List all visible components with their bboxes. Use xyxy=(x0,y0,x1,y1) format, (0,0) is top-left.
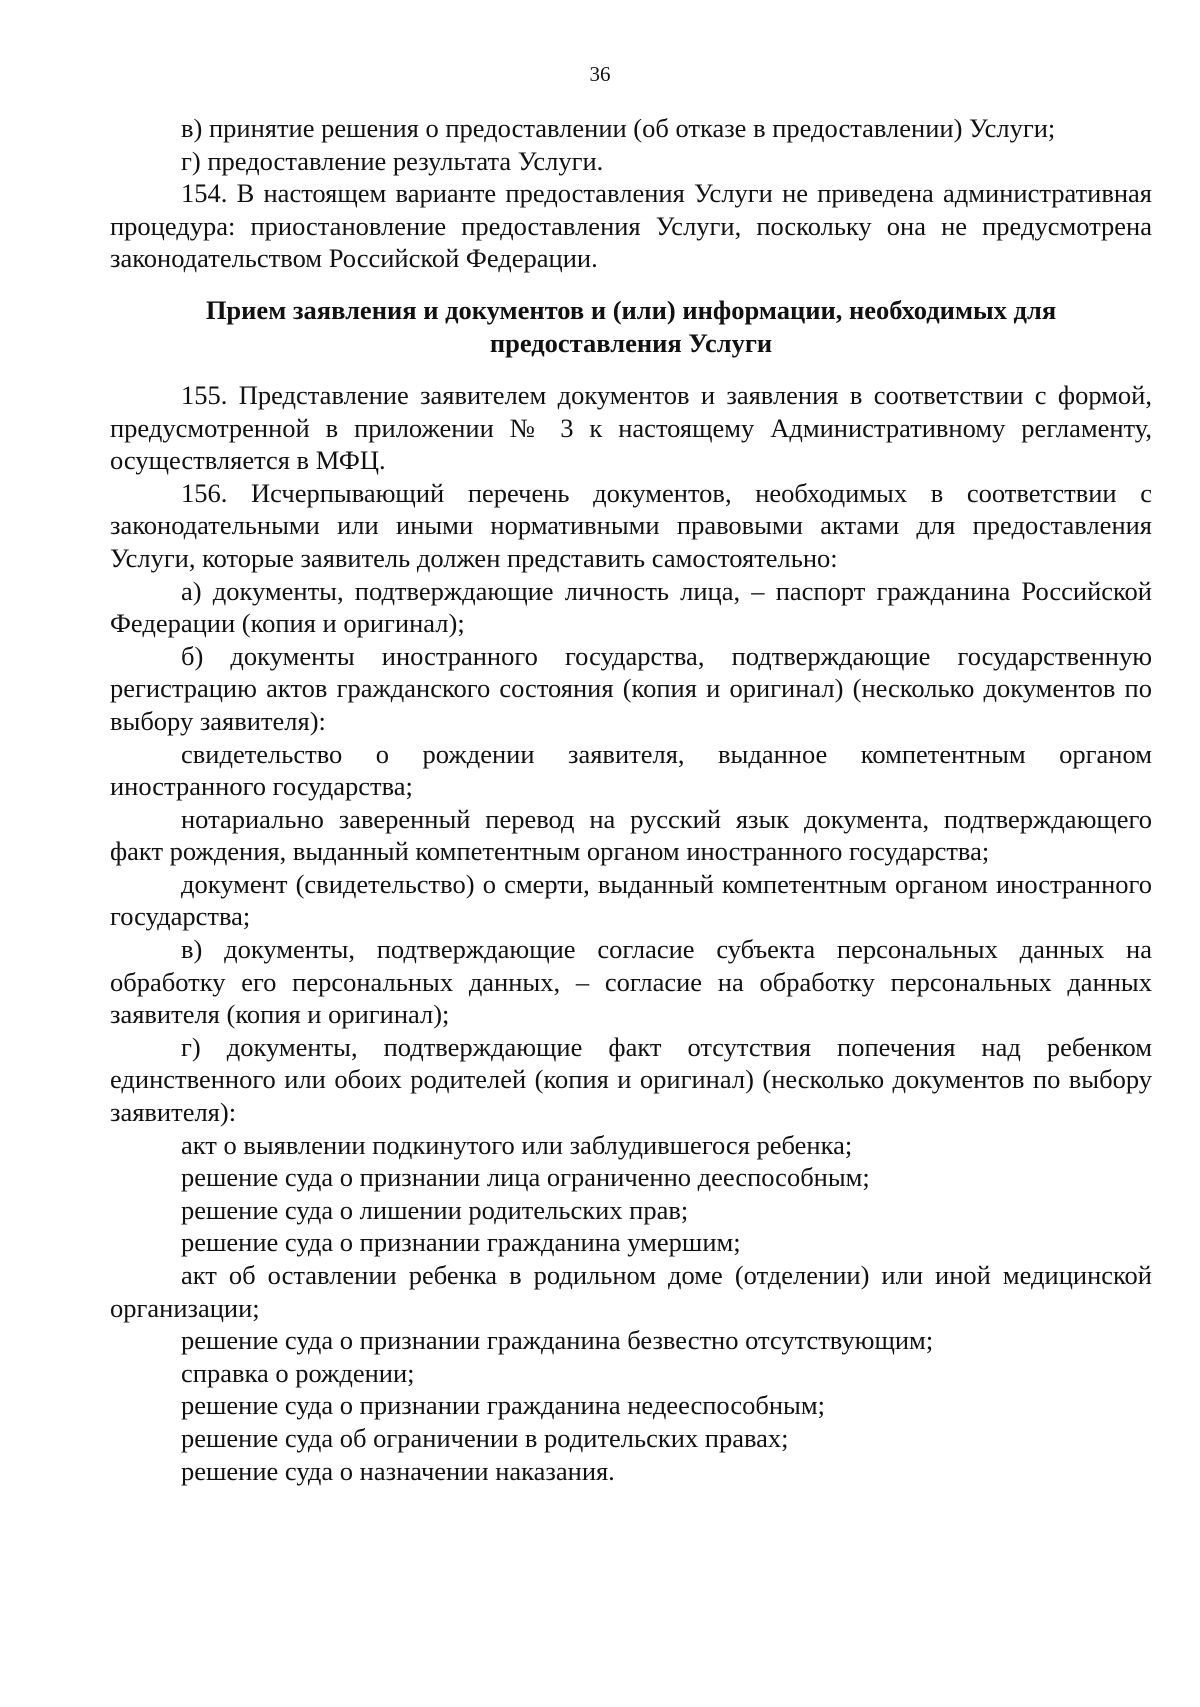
sub-item-limited-capacity: решение суда о признании лица ограниченно дееспособным; xyxy=(181,1162,870,1193)
sub-item-sentence: решение суда о назначении наказания. xyxy=(181,1455,615,1486)
list-item-a: а) документы, подтверждающие личность лица, – паспорт гражданина Российской Федерации (копия и оригинал); xyxy=(110,575,1152,639)
list-item-b: б) документы иностранного государства, подтверждающие государственную регистрацию актов гражданского состояния (копия и оригинал) (несколько документов по выбору заявителя): xyxy=(110,640,1152,736)
sub-item-parental-rights-deprivation: решение суда о лишении родительских прав; xyxy=(181,1194,689,1225)
paragraph-156: 156. Исчерпывающий перечень документов, необходимых в соответствии с законодательными или иными нормативными правовыми актами для предоставления Услуги, которые заявитель должен представить самостоятельно: xyxy=(110,477,1152,573)
sub-item-birth-certificate: свидетельство о рождении заявителя, выданное компетентным органом иностранного государства; xyxy=(110,738,1152,802)
sub-item-left-in-maternity: акт об оставлении ребенка в родильном доме (отделении) или иной медицинской организации; xyxy=(110,1260,1152,1323)
paragraph-item-g: г) предоставление результата Услуги. xyxy=(181,145,604,176)
sub-item-notarized-translation: нотариально заверенный перевод на русский язык документа, подтверждающего факт рождения, выданный компетентным органом иностранного государства; xyxy=(110,803,1152,867)
sub-item-incapacity: решение суда о признании гражданина недееспособным; xyxy=(181,1390,825,1421)
sub-item-parental-rights-limitation: решение суда об ограничении в родительских правах; xyxy=(181,1422,789,1453)
section-heading: Прием заявления и документов и (или) информации, необходимых для предоставления Услуги xyxy=(205,294,1057,358)
document-body xyxy=(110,112,1152,1487)
list-item-g: г) документы, подтверждающие факт отсутствия попечения над ребенком единственного или обоих родителей (копия и оригинал) (несколько документов по выбору заявителя): xyxy=(110,1031,1152,1128)
sub-item-declared-dead: решение суда о признании гражданина умершим; xyxy=(181,1227,741,1258)
paragraph-155: 155. Представление заявителем документов и заявления в соответствии с формой, предусмотренной в приложении № 3 к настоящему Административному регламенту, осуществляется в МФЦ. xyxy=(110,379,1152,476)
list-item-v: в) документы, подтверждающие согласие субъекта персональных данных на обработку его персональных данных, – согласие на обработку персональных данных заявителя (копия и оригинал); xyxy=(110,934,1152,1030)
page-number: 36 xyxy=(589,62,611,86)
sub-item-birth-note: справка о рождении; xyxy=(181,1357,415,1388)
paragraph-154: 154. В настоящем варианте предоставления Услуги не приведена административная процедура: приостановление предоставления Услуги, поскольку она не предусмотрена законодательством Российской Федерации. xyxy=(110,178,1152,274)
sub-item-abandoned-child: акт о выявлении подкинутого или заблудившегося ребенка; xyxy=(181,1129,853,1160)
sub-item-missing: решение суда о признании гражданина безвестно отсутствующим; xyxy=(181,1325,934,1356)
paragraph-item-v: в) принятие решения о предоставлении (об отказе в предоставлении) Услуги; xyxy=(181,113,1056,143)
sub-item-death-certificate: документ (свидетельство) о смерти, выданный компетентным органом иностранного государства; xyxy=(110,868,1152,932)
